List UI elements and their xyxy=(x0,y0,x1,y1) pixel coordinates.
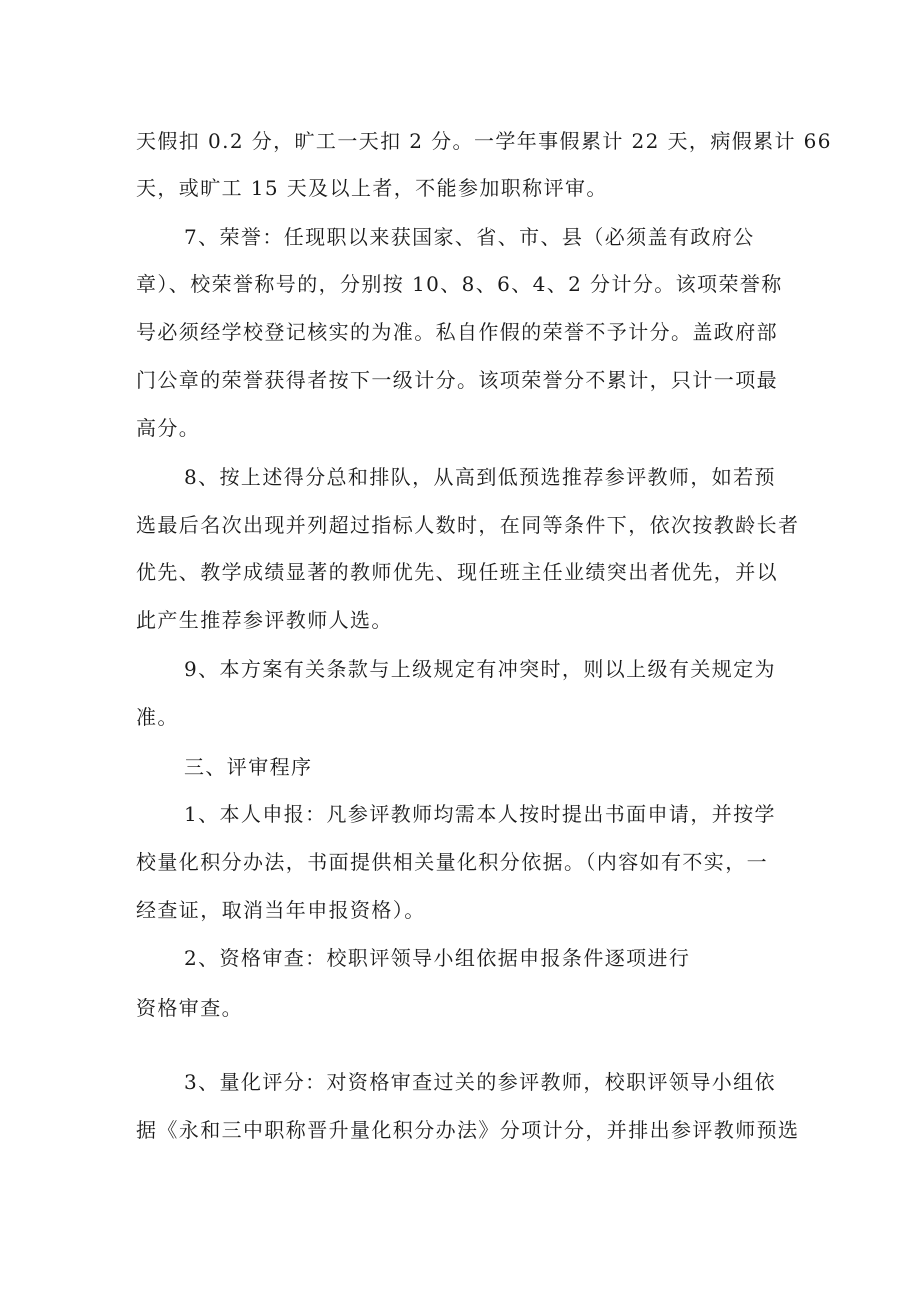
text-line: 据《永和三中职称晋升量化积分办法》分项计分，并排出参评教师预选 xyxy=(136,1118,800,1142)
text-line: 准。 xyxy=(136,705,179,729)
paragraph-ranking: 8、按上述得分总和排队，从高到低预选推荐参评教师，如若预 xyxy=(184,465,776,489)
text-line: 章）、校荣誉称号的，分别按 10、8、6、4、2 分计分。该项荣誉称 xyxy=(136,272,783,296)
text-line: 门公章的荣誉获得者按下一级计分。该项荣誉分不累计，只计一项最 xyxy=(136,368,778,392)
paragraph-conflict: 9、本方案有关条款与上级规定有冲突时，则以上级有关规定为 xyxy=(184,657,776,681)
text-line: 天，或旷工 15 天及以上者，不能参加职称评审。 xyxy=(136,176,608,200)
paragraph-qualification: 2、资格审查：校职评领导小组依据申报条件逐项进行 xyxy=(184,946,691,970)
text-line: 高分。 xyxy=(136,416,201,440)
text-line: 此产生推荐参评教师人选。 xyxy=(136,608,393,632)
text-line: 选最后名次出现并列超过指标人数时，在同等条件下，依次按教龄长者 xyxy=(136,513,800,537)
paragraph-application: 1、本人申报：凡参评教师均需本人按时提出书面申请，并按学 xyxy=(184,802,776,826)
paragraph-honor: 7、荣誉：任现职以来获国家、省、市、县（必须盖有政府公 xyxy=(184,225,755,249)
text-line: 号必须经学校登记核实的为准。私自作假的荣誉不予计分。盖政府部 xyxy=(136,320,778,344)
text-line: 校量化积分办法，书面提供相关量化积分依据。（内容如有不实，一 xyxy=(136,850,768,874)
paragraph-scoring: 3、量化评分：对资格审查过关的参评教师，校职评领导小组依 xyxy=(184,1070,776,1094)
text-line: 资格审查。 xyxy=(136,996,243,1020)
section-heading: 三、评审程序 xyxy=(184,755,313,779)
text-line: 优先、教学成绩显著的教师优先、现任班主任业绩突出者优先，并以 xyxy=(136,560,778,584)
text-line: 天假扣 0.2 分，旷工一天扣 2 分。一学年事假累计 22 天，病假累计 66 xyxy=(136,129,832,153)
text-line: 经查证，取消当年申报资格）。 xyxy=(136,898,426,922)
